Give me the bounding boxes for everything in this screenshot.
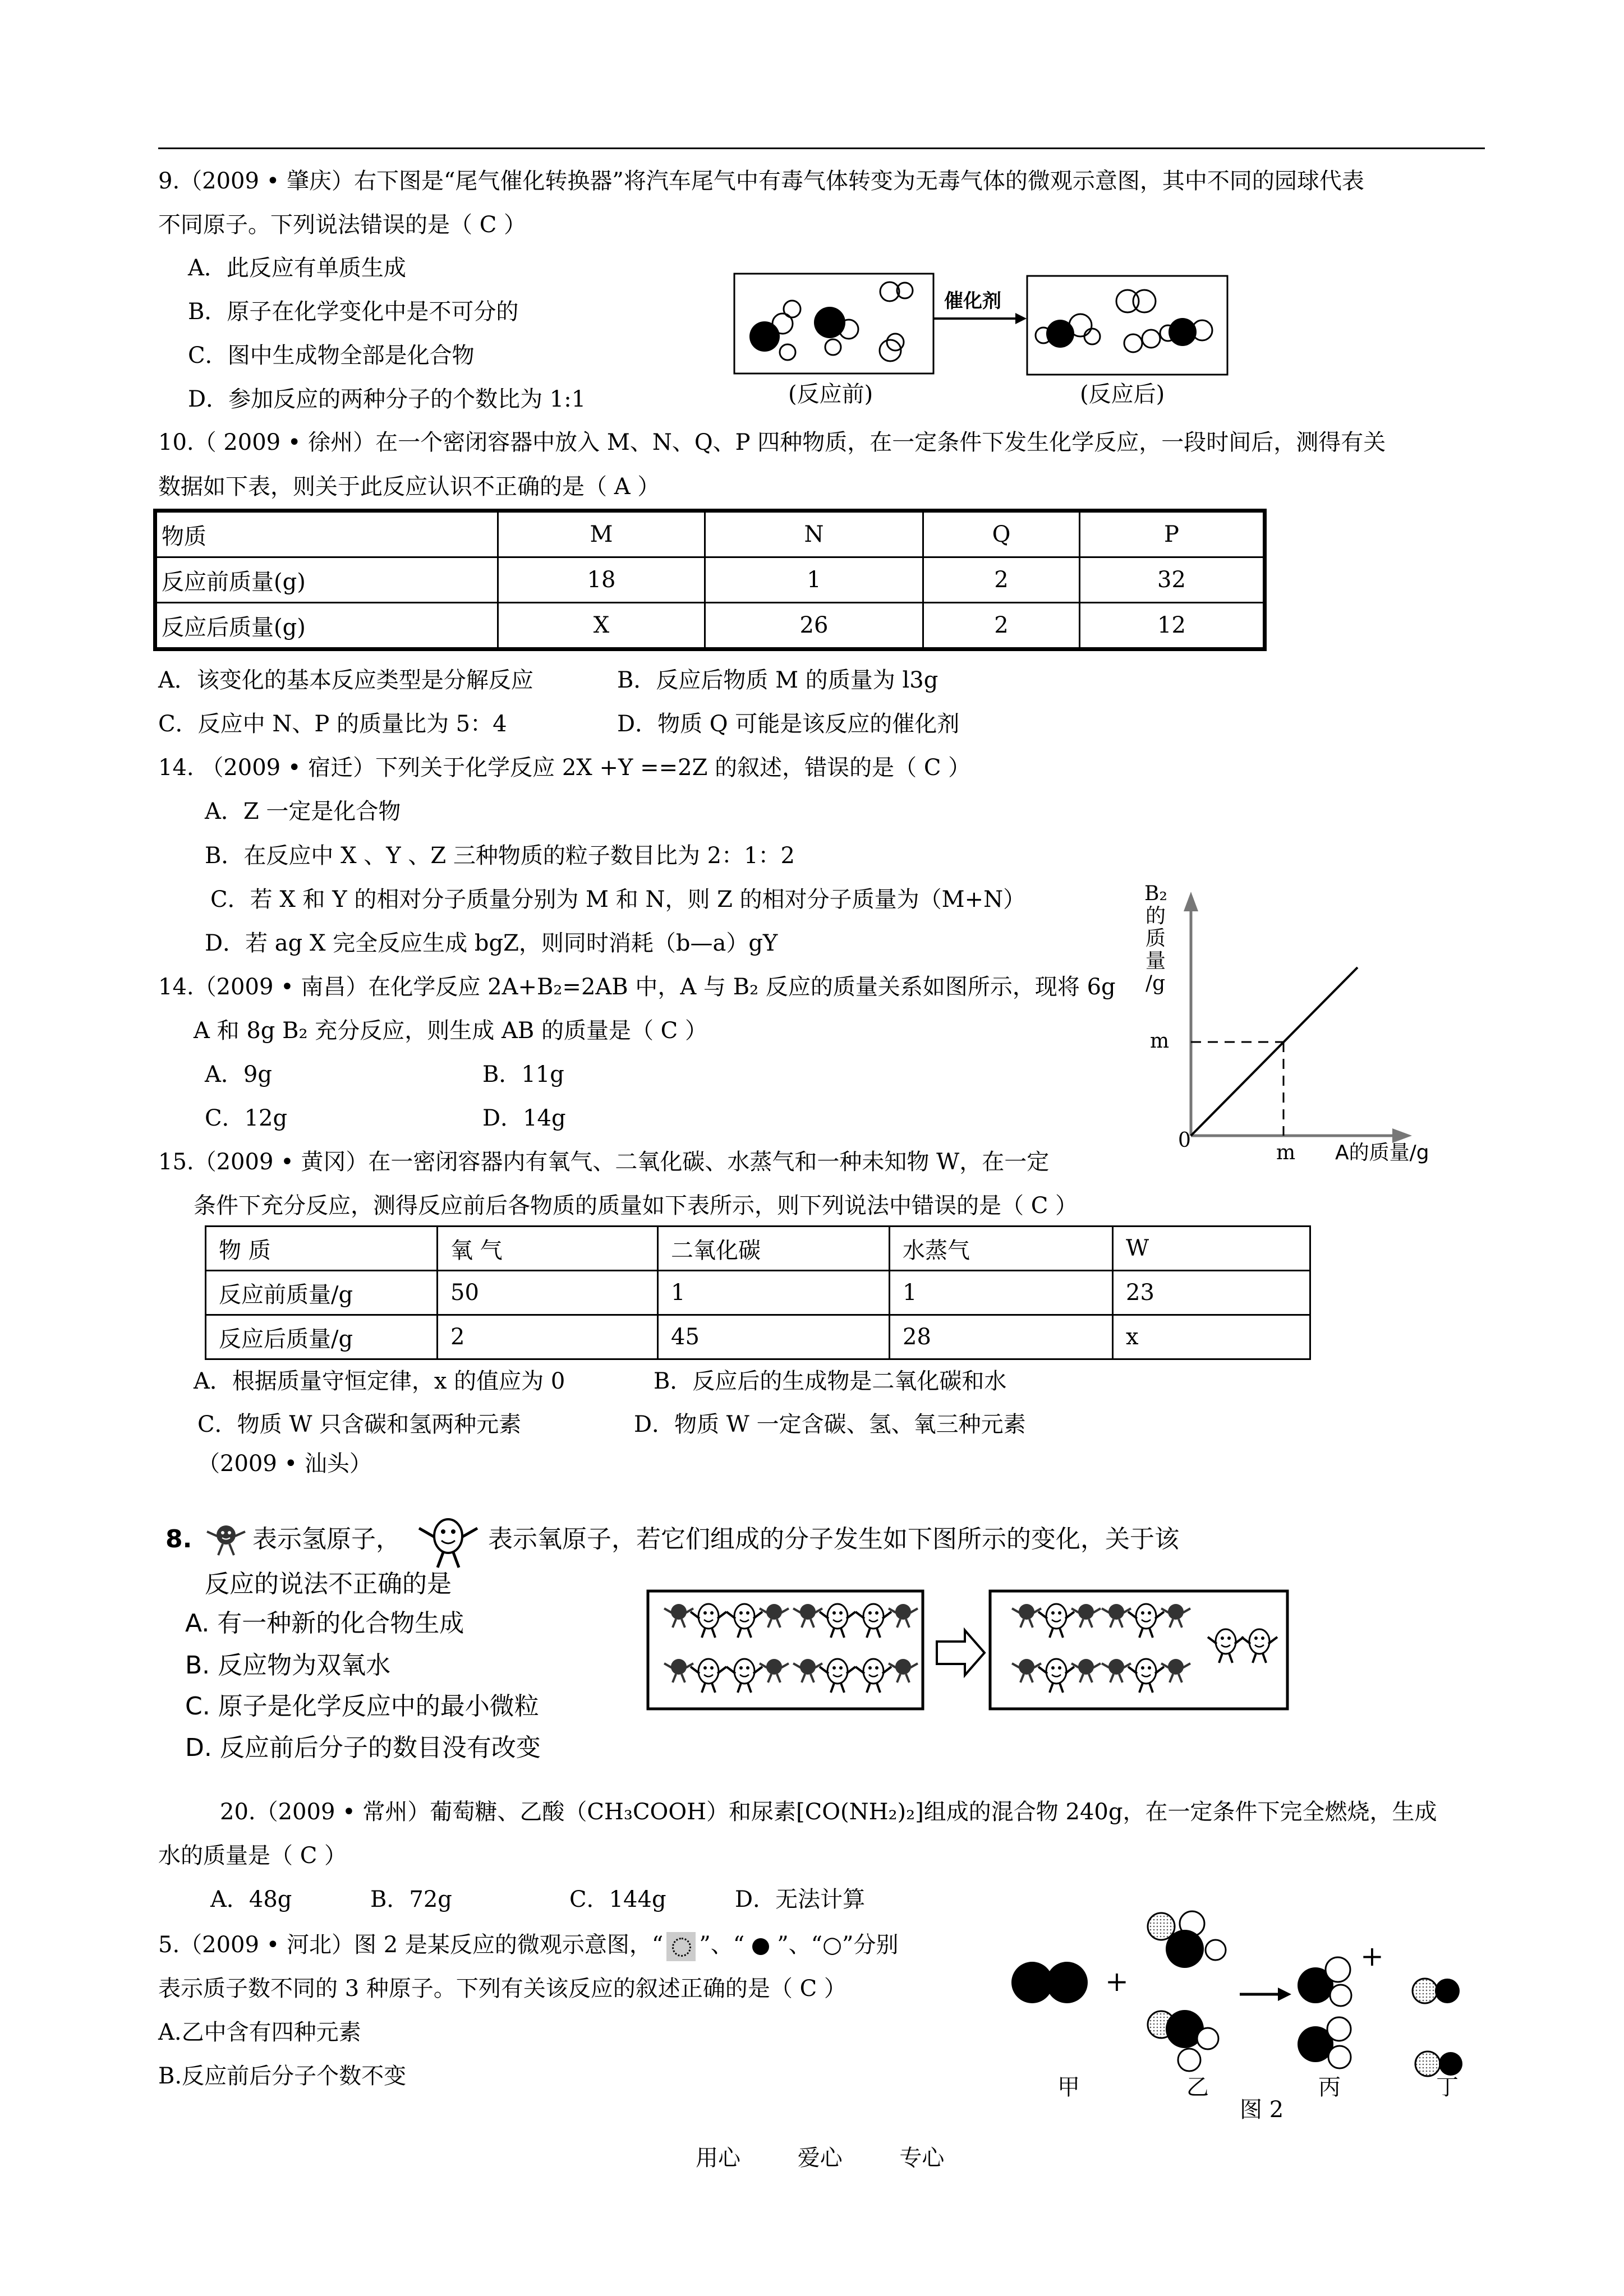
table-row bbox=[155, 603, 1265, 649]
table-cell: Q bbox=[923, 511, 1080, 557]
q15-option-d: D．物质 W 一定含碳、氢、氧三种元素 bbox=[634, 1412, 1026, 1437]
q5-option-a: A.乙中含有四种元素 bbox=[158, 2020, 361, 2045]
q9-stem-line1: 9.（2009 • 肇庆）右下图是“尾气催化转换器”将汽车尾气中有毒气体转变为无毒气体的微观示意图，其中不同的园球代表 bbox=[158, 168, 1364, 194]
table-cell: 水蒸气 bbox=[890, 1227, 1113, 1271]
q10-option-c: C．反应中 N、P 的质量比为 5：4 bbox=[158, 711, 507, 737]
q14b-option-c: C．12g bbox=[205, 1105, 288, 1131]
y-label-5: /g bbox=[1145, 972, 1166, 995]
page-footer: 用心 爱心 专心 bbox=[696, 2145, 945, 2171]
q9-option-a: A．此反应有单质生成 bbox=[188, 255, 406, 281]
q14a-option-c: C．若 X 和 Y 的相对分子质量分别为 M 和 N，则 Z 的相对分子质量为（M+N） bbox=[210, 887, 1026, 912]
q10-option-a: A．该变化的基本反应类型是分解反应 bbox=[158, 667, 533, 693]
q20-option-b: B．72g bbox=[370, 1887, 452, 1912]
q9-option-b: B．原子在化学变化中是不可分的 bbox=[188, 299, 519, 325]
x-tick-m: m bbox=[1276, 1141, 1296, 1164]
table-cell: M bbox=[498, 511, 705, 557]
q8-option-a: A. 有一种新的化合物生成 bbox=[185, 1609, 464, 1638]
q14b-mass-graph bbox=[1133, 883, 1470, 1175]
table-cell: 45 bbox=[658, 1315, 890, 1359]
q20-stem-line1: 20.（2009 • 常州）葡萄糖、乙酸（CH₃COOH）和尿素[CO(NH₂)₂]组成的混合物 240g，在一定条件下完全燃烧，生成 bbox=[220, 1799, 1437, 1825]
table-row bbox=[155, 511, 1265, 557]
table-cell: 28 bbox=[890, 1315, 1113, 1359]
table-cell: 反应前质量/g bbox=[206, 1271, 438, 1315]
table-cell: 18 bbox=[498, 557, 705, 603]
q9-stem-line2: 不同原子。下列说法错误的是（ C ） bbox=[158, 212, 527, 238]
q8-text-oxygen: 表示氧原子，若它们组成的分子发生如下图所示的变化，关于该 bbox=[488, 1525, 1179, 1553]
y-label-4: 量 bbox=[1145, 949, 1166, 972]
table-cell: P bbox=[1080, 511, 1265, 557]
hydrogen-atom-icon bbox=[199, 1517, 255, 1562]
table-cell: 物质 bbox=[155, 511, 498, 557]
q15-stem-line1: 15.（2009 • 黄冈）在一密闭容器内有氧气、二氧化碳、水蒸气和一种未知物 W，在一定 bbox=[158, 1149, 1050, 1175]
label-jia: 甲 bbox=[1057, 2074, 1080, 2100]
table-cell: X bbox=[498, 603, 705, 649]
q9-after-label: (反应后) bbox=[1080, 381, 1165, 407]
table-cell: x bbox=[1113, 1315, 1310, 1359]
q10-data-table bbox=[153, 509, 1267, 651]
q14b-option-a: A．9g bbox=[205, 1062, 272, 1087]
q20-option-c: C．144g bbox=[569, 1887, 666, 1912]
table-cell: 2 bbox=[438, 1315, 658, 1359]
q15-source: （2009 • 汕头） bbox=[197, 1451, 372, 1477]
q14a-option-d: D．若 ag X 完全反应生成 bgZ，则同时消耗（b—a）gY bbox=[205, 930, 778, 956]
table-cell: 二氧化碳 bbox=[658, 1227, 890, 1271]
q15-stem-line2: 条件下充分反应，测得反应前后各物质的质量如下表所示，则下列说法中错误的是（ C ） bbox=[194, 1193, 1078, 1219]
q10-stem-line1: 10.（ 2009 • 徐州）在一个密闭容器中放入 M、N、Q、P 四种物质，在一定条件下发生化学反应，一段时间后，测得有关 bbox=[158, 430, 1386, 455]
q14b-option-d: D．14g bbox=[482, 1105, 566, 1131]
q5-stem-line2: 表示质子数不同的 3 种原子。下列有关该反应的叙述正确的是（ C ） bbox=[158, 1976, 846, 2002]
origin-label: 0 bbox=[1178, 1129, 1191, 1152]
q8-option-c: C. 原子是化学反应中的最小微粒 bbox=[185, 1692, 539, 1721]
plus-1: + bbox=[1105, 1965, 1129, 1998]
label-yi: 乙 bbox=[1186, 2074, 1209, 2100]
q10-option-b: B．反应后物质 M 的质量为 l3g bbox=[617, 667, 938, 693]
q8-number: 8. bbox=[165, 1525, 192, 1553]
x-axis-label: A的质量/g bbox=[1335, 1141, 1429, 1164]
q14b-stem-line2: A 和 8g B₂ 充分反应，则生成 AB 的质量是（ C ） bbox=[194, 1018, 707, 1044]
table-cell: 1 bbox=[890, 1271, 1113, 1315]
table-row bbox=[206, 1315, 1310, 1359]
table-cell: 反应后质量/g bbox=[206, 1315, 438, 1359]
table-row bbox=[206, 1227, 1310, 1271]
q8-reaction-diagram bbox=[645, 1588, 1290, 1714]
q5-stem-line1 bbox=[158, 1932, 898, 1961]
table-row bbox=[155, 557, 1265, 603]
q14b-option-b: B．11g bbox=[482, 1062, 564, 1087]
table-cell: 1 bbox=[658, 1271, 890, 1315]
q20-option-d: D．无法计算 bbox=[735, 1887, 866, 1912]
y-label-3: 质 bbox=[1145, 927, 1166, 950]
figure-caption: 图 2 bbox=[1240, 2097, 1284, 2120]
plus-2: + bbox=[1360, 1940, 1384, 1972]
q5-stem-part3: ”、“○”分别 bbox=[777, 1932, 899, 1958]
q14a-option-a: A．Z 一定是化合物 bbox=[205, 799, 401, 824]
table-cell: 1 bbox=[705, 557, 923, 603]
table-cell: 2 bbox=[923, 557, 1080, 603]
table-cell: W bbox=[1113, 1227, 1310, 1271]
table-cell: 12 bbox=[1080, 603, 1265, 649]
q5-stem-part1: 5.（2009 • 河北）图 2 是某反应的微观示意图，“ bbox=[158, 1932, 664, 1958]
dotted-atom-icon bbox=[666, 1932, 696, 1961]
oxygen-atom-icon bbox=[412, 1511, 485, 1573]
q9-option-d: D．参加反应的两种分子的个数比为 1:1 bbox=[188, 386, 586, 412]
q14a-option-b: B．在反应中 X 、Y 、Z 三种物质的粒子数目比为 2：1：2 bbox=[205, 843, 795, 869]
q8-option-b: B. 反应物为双氧水 bbox=[185, 1651, 391, 1680]
table-cell: 23 bbox=[1113, 1271, 1310, 1315]
table-row bbox=[206, 1271, 1310, 1315]
y-label-2: 的 bbox=[1145, 905, 1166, 928]
table-cell: 氧 气 bbox=[438, 1227, 658, 1271]
q15-data-table bbox=[205, 1225, 1311, 1360]
q15-option-a: A．根据质量守恒定律，x 的值应为 0 bbox=[194, 1368, 565, 1394]
q5-option-b: B.反应前后分子个数不变 bbox=[158, 2063, 407, 2089]
q15-option-b: B．反应后的生成物是二氧化碳和水 bbox=[654, 1368, 1007, 1394]
q15-option-c: C．物质 W 只含碳和氢两种元素 bbox=[197, 1412, 522, 1437]
table-cell: 26 bbox=[705, 603, 923, 649]
q9-option-c: C．图中生成物全部是化合物 bbox=[188, 343, 475, 368]
top-rule bbox=[158, 147, 1485, 149]
label-bing: 丙 bbox=[1318, 2074, 1341, 2100]
table-cell: 反应前质量(g) bbox=[155, 557, 498, 603]
y-tick-m: m bbox=[1150, 1030, 1170, 1053]
table-cell: 反应后质量(g) bbox=[155, 603, 498, 649]
q20-stem-line2: 水的质量是（ C ） bbox=[158, 1843, 347, 1869]
table-cell: 物 质 bbox=[206, 1227, 438, 1271]
table-cell: 50 bbox=[438, 1271, 658, 1315]
q9-catalyst-label: 催化剂 bbox=[944, 290, 1001, 312]
q5-stem-part2: ”、“ bbox=[699, 1932, 745, 1958]
table-cell: N bbox=[705, 511, 923, 557]
y-label-1: B₂ bbox=[1144, 883, 1167, 905]
q10-option-d: D．物质 Q 可能是该反应的催化剂 bbox=[617, 711, 960, 737]
q20-option-a: A．48g bbox=[210, 1887, 292, 1912]
q14b-stem-line1: 14.（2009 • 南昌）在化学反应 2A+B₂=2AB 中，A 与 B₂ 反应的质量关系如图所示，现将 6g bbox=[158, 974, 1116, 1000]
table-cell: 2 bbox=[923, 603, 1080, 649]
q8-option-d: D. 反应前后分子的数目没有改变 bbox=[185, 1733, 541, 1762]
q14a-stem: 14. （2009 • 宿迁）下列关于化学反应 2X +Y ==2Z 的叙述，错误的是（ C ） bbox=[158, 755, 971, 781]
q8-stem: 反应的说法不正确的是 bbox=[205, 1570, 452, 1598]
table-cell: 32 bbox=[1080, 557, 1265, 603]
black-atom-icon bbox=[752, 1938, 769, 1955]
q10-stem-line2: 数据如下表，则关于此反应认识不正确的是（ A ） bbox=[158, 474, 660, 500]
q9-before-label: (反应前) bbox=[788, 381, 873, 407]
q5-reaction-figure bbox=[1004, 1901, 1498, 2120]
q8-text-hydrogen: 表示氢原子， bbox=[252, 1525, 401, 1553]
label-ding: 丁 bbox=[1436, 2074, 1459, 2100]
